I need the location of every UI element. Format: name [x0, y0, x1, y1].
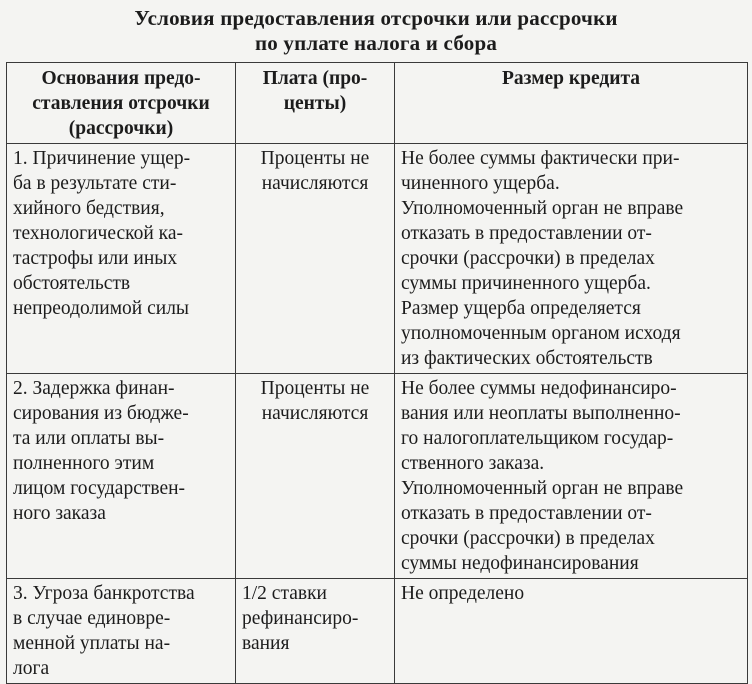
cell-grounds: 1. Причинение ущер- ба в результате сти- хийного бедствия, технологической ка- тастрофы или иных обстоятельств непреодолимой силы: [7, 144, 236, 374]
cell-payment: Проценты не начисляются: [236, 374, 395, 579]
table-row: [7, 374, 748, 579]
cell-grounds: 2. Задержка финан- сирования из бюдже- та или оплаты вы- полненного этим лицом государствен- ного заказа: [7, 374, 236, 579]
document-title-line-2: по уплате налога и сбора: [254, 31, 498, 55]
document-title: [0, 6, 752, 56]
cell-grounds: 3. Угроза банкротства в случае единовре- менной уплаты на- лога: [7, 579, 236, 684]
cell-credit-size: Не более суммы фактически при- чиненного ущерба. Уполномоченный орган не вправе отказать в предоставлении от- срочки (рассрочки) в пределах суммы причиненного ущерба. Размер ущерба определяется уполномоченным органом исходя из фактических обстоятельств: [395, 144, 748, 374]
header-payment: Плата (про- центы): [236, 63, 395, 144]
document-title-line-1: Условия предоставления отсрочки или рассрочки: [134, 6, 618, 30]
cell-credit-size: Не определено: [395, 579, 748, 684]
header-grounds: Основания предо- ставления отсрочки (рассрочки): [7, 63, 236, 144]
cell-payment: 1/2 ставки рефинансиро- вания: [236, 579, 395, 684]
deferral-conditions-table: [6, 62, 748, 684]
table-header-row: [7, 63, 748, 144]
table-row: [7, 144, 748, 374]
cell-credit-size: Не более суммы недофинансиро- вания или неоплаты выполненно- го налогоплательщиком государ- ственного заказа. Уполномоченный орган не вправе отказать в предоставлении от- срочки (рассрочки) в пределах суммы недофинансирования: [395, 374, 748, 579]
table-row: [7, 579, 748, 684]
header-credit-size: Размер кредита: [395, 63, 748, 144]
cell-payment: Проценты не начисляются: [236, 144, 395, 374]
